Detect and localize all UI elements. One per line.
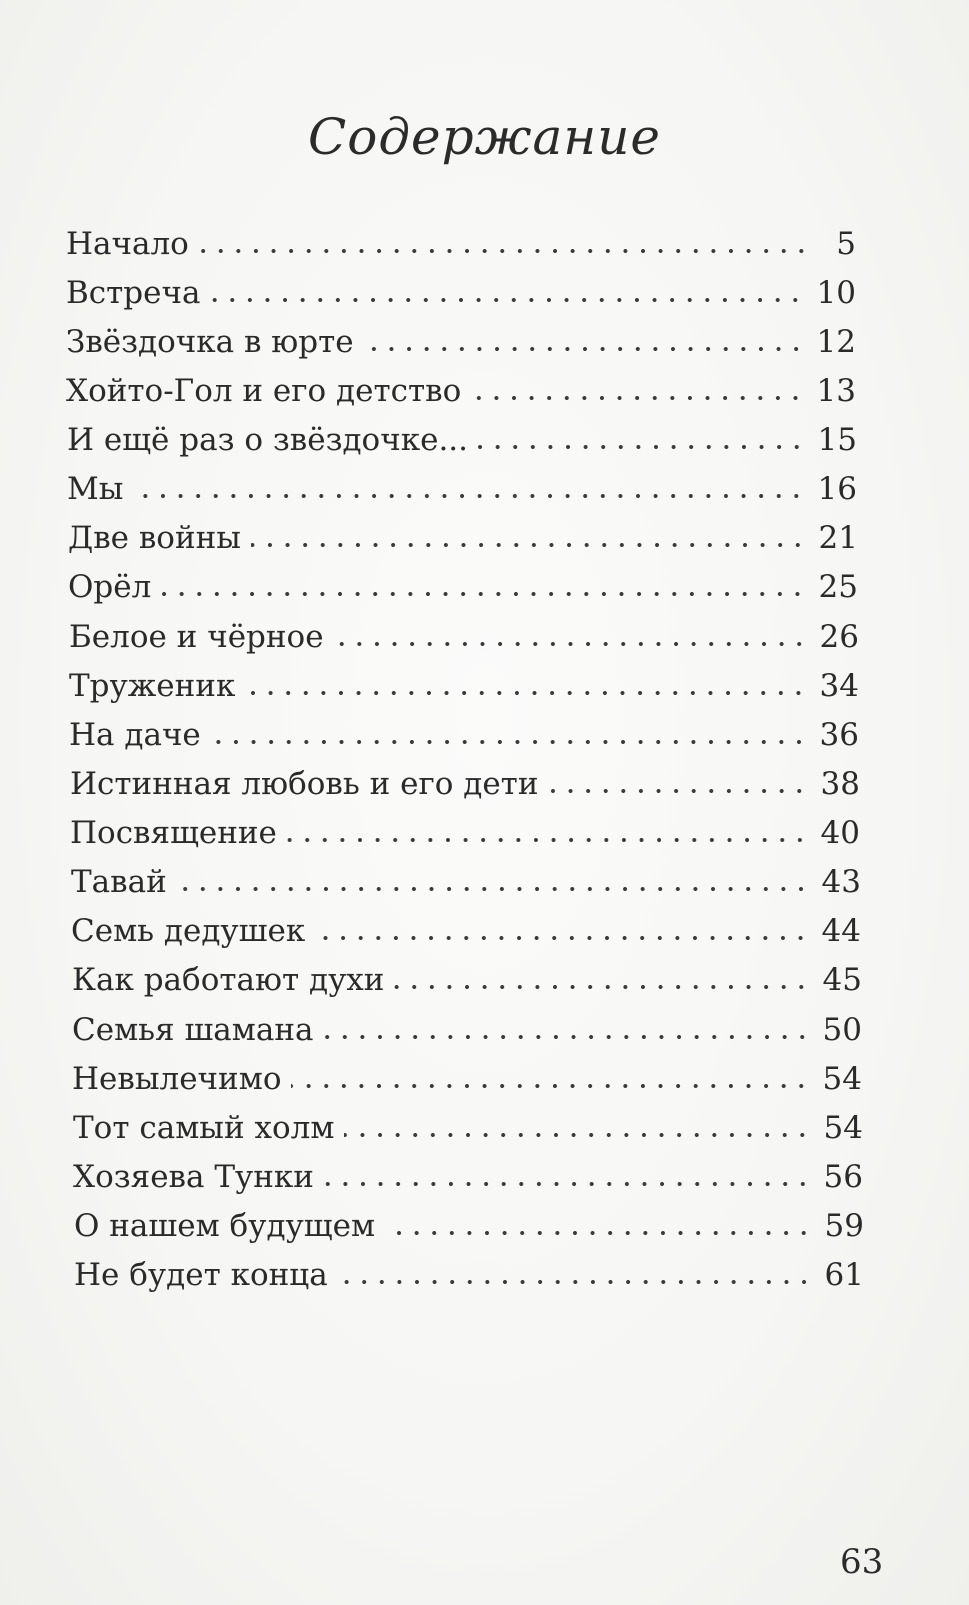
dot-leader (394, 977, 810, 997)
page-number: 63 (840, 1542, 884, 1582)
toc-entry-page: 15 (817, 422, 857, 458)
toc-entry (69, 664, 859, 708)
toc-entry-title: Орёл (68, 569, 152, 605)
toc-entry-title: О нашем будущем (74, 1208, 376, 1244)
toc-entry-page: 61 (824, 1257, 864, 1293)
toc-entry (66, 271, 856, 315)
toc-entry-title: Тот самый холм (73, 1110, 335, 1146)
toc-entry-title: Хозяева Тунки (73, 1159, 314, 1195)
dot-leader (210, 290, 804, 310)
page-title: Содержание (307, 108, 662, 166)
toc-entry-title: Начало (66, 226, 189, 262)
toc-entry-page: 43 (821, 864, 861, 900)
toc-entry (73, 1155, 863, 1199)
toc-entry-title: И ещё раз о звёздочке... (67, 422, 469, 458)
dot-leader (211, 732, 808, 752)
toc-entry (69, 713, 859, 757)
toc-entry (66, 222, 856, 266)
dot-leader (548, 781, 808, 801)
toc-entry-page: 34 (819, 668, 859, 704)
toc-entry-title: Семья шамана (72, 1012, 314, 1048)
dot-leader (133, 486, 805, 506)
dot-leader (161, 584, 806, 604)
toc-entry-title: Не будет конца (74, 1257, 328, 1293)
toc-entry (71, 860, 861, 904)
toc-entry (73, 1106, 863, 1150)
toc-entry-page: 12 (816, 324, 856, 360)
toc-entry (70, 811, 860, 855)
dot-leader (324, 1027, 811, 1047)
toc-entry-title: Звёздочка в юрте (66, 324, 354, 360)
dot-leader (291, 1076, 810, 1096)
toc-entry-page: 54 (822, 1061, 862, 1097)
toc-entry-page: 5 (836, 226, 856, 262)
dot-leader (287, 830, 809, 850)
toc-entry (67, 418, 857, 462)
toc-entry-page: 50 (822, 1012, 862, 1048)
toc-entry-title: Белое и чёрное (69, 619, 324, 655)
dot-leader (344, 1125, 811, 1145)
dot-leader (364, 339, 805, 359)
toc-entry (71, 909, 861, 953)
dot-leader (324, 1174, 812, 1194)
toc-entry-page: 36 (819, 717, 859, 753)
toc-entry (70, 762, 860, 806)
toc-entry-page: 25 (818, 569, 858, 605)
toc-entry-page: 56 (823, 1159, 863, 1195)
toc-entry-page: 10 (816, 275, 856, 311)
toc-entry-page: 21 (818, 520, 858, 556)
toc-entry (66, 320, 856, 364)
toc-entry-title: Тавай (71, 864, 167, 900)
dot-leader (471, 388, 804, 408)
toc-entry-title: Две войны (68, 520, 241, 556)
dot-leader (385, 1223, 812, 1243)
toc-entry (68, 516, 858, 560)
dot-leader (199, 241, 810, 261)
toc-entry (68, 565, 858, 609)
toc-entry-title: Истинная любовь и его дети (70, 766, 539, 802)
toc-entry (72, 1057, 862, 1101)
toc-entry-page: 13 (816, 373, 856, 409)
toc-entry-page: 59 (824, 1208, 864, 1244)
toc-entry (72, 958, 862, 1002)
toc-entry-title: Встреча (66, 275, 201, 311)
dot-leader (338, 1272, 813, 1292)
toc-entry-page: 54 (823, 1110, 863, 1146)
toc-entry-title: Посвящение (70, 815, 277, 851)
dot-leader (177, 879, 810, 899)
toc-entry-title: Семь дедушек (71, 913, 306, 949)
dot-leader (334, 634, 808, 654)
toc-entry-title: Труженик (69, 668, 236, 704)
dot-leader (251, 535, 807, 555)
dot-leader (245, 683, 807, 703)
toc-entry (74, 1253, 864, 1297)
toc-entry-title: На даче (69, 717, 201, 753)
toc-entry-title: Хойто-Гол и его детство (66, 373, 462, 409)
toc-entry (66, 369, 856, 413)
toc-entry-page: 40 (820, 815, 860, 851)
toc-entry-title: Невылечимо (72, 1061, 282, 1097)
toc-entry (69, 615, 859, 659)
toc-entry-title: Как работают духи (72, 962, 385, 998)
toc-entry-page: 26 (819, 619, 859, 655)
dot-leader (478, 437, 806, 457)
toc-entry-page: 38 (820, 766, 860, 802)
toc-entry-title: Мы (67, 471, 124, 507)
toc-entry-page: 44 (821, 913, 861, 949)
toc-entry-page: 45 (822, 962, 862, 998)
toc-entry (67, 467, 857, 511)
toc-entry (74, 1204, 864, 1248)
toc-entry-page: 16 (817, 471, 857, 507)
toc-entry (72, 1008, 862, 1052)
dot-leader (315, 928, 809, 948)
